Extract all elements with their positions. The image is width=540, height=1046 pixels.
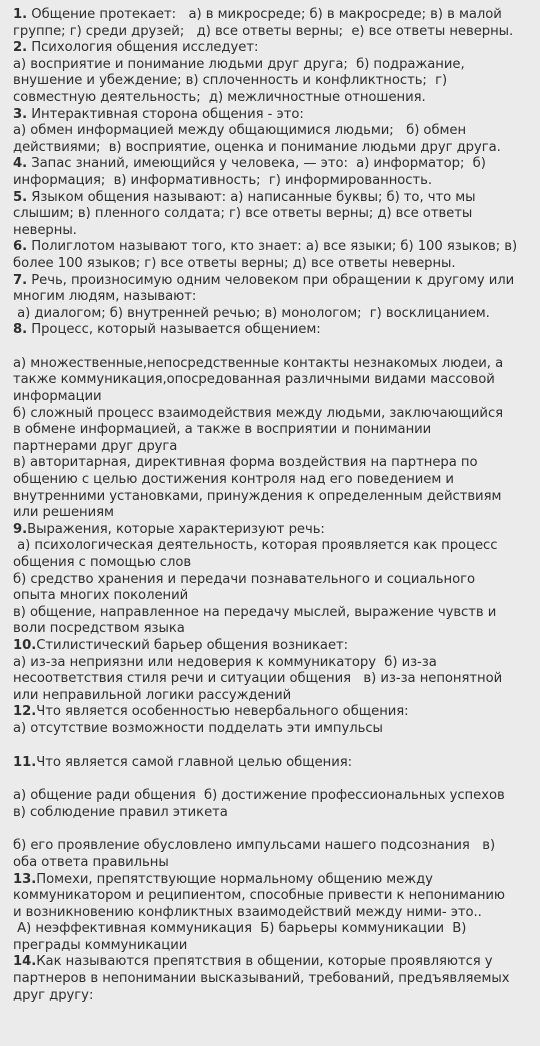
question-number: 11.: [13, 754, 37, 770]
spacer: [13, 339, 535, 356]
answer-line: б) его проявление обусловлено импульсами нашего подсознания в): [13, 838, 496, 854]
answer-line: а) диалогом; б) внутренней речью; в) монологом; г) восклицанием.: [13, 305, 490, 321]
question-11: [13, 755, 535, 872]
answer-line: или решениям: [13, 505, 114, 521]
question-text: многим людям, называют:: [13, 289, 197, 305]
question-text: Речь, произносимую одним человеком при обращении к другому или: [27, 272, 515, 288]
question-text: Помехи, препятствующие нормальному общению между: [36, 871, 433, 887]
answer-line: в) авторитарная, директивная форма воздействия на партнера по: [13, 455, 478, 471]
question-text: Процесс, который называется общением:: [27, 322, 321, 338]
question-text: Стилистический барьер общения возникает:: [36, 637, 349, 653]
answer-line: а) отсутствие возможности подделать эти импульсы: [13, 720, 383, 736]
answer-line: а) множественные,непосредственные контакты незнакомых людеи, а: [13, 355, 504, 371]
question-14: [13, 954, 535, 1004]
question-1: [13, 7, 535, 40]
question-text: Что является самой главной целью общения:: [36, 754, 353, 770]
answer-line: А) неэффективная коммуникация Б) барьеры коммуникации В): [13, 921, 467, 937]
question-12: [13, 704, 535, 737]
question-text: Интерактивная сторона общения - это:: [27, 106, 304, 122]
question-8: [13, 322, 535, 522]
answer-line: в) общение, направленное на передачу мыслей, выражение чувств и: [13, 604, 497, 620]
answer-line: а) общение ради общения б) достижение профессиональных успехов: [13, 788, 505, 804]
question-number: 5.: [13, 189, 28, 205]
question-text: Общение протекает: а) в микросреде; б) в макросреде; в) в малой: [27, 7, 502, 22]
question-9: [13, 522, 535, 638]
question-number: 4.: [13, 156, 28, 172]
answer-line: в обмене информацией, а также в восприятии и понимании: [13, 422, 432, 438]
question-number: 2.: [13, 40, 28, 56]
question-number: 7.: [13, 272, 28, 288]
question-text: Выражения, которые характеризуют речь:: [27, 521, 325, 537]
answer-line: неверны.: [13, 222, 77, 238]
answer-line: опыта многих поколений: [13, 588, 189, 604]
question-text: коммуникатором и реципиентом, способные привести к непониманию: [13, 888, 505, 904]
answer-line: внутренними установками, принуждения к определенным действиям: [13, 488, 502, 504]
question-text: друг другу:: [13, 987, 94, 1003]
question-text: партнеров в непонимании высказываний, требований, предъявляемых: [13, 971, 510, 987]
answer-line: преграды коммуникации: [13, 937, 188, 953]
question-number: 3.: [13, 106, 28, 122]
answer-line: а) восприятие и понимание людьми друг друга; б) подражание,: [13, 56, 465, 72]
answer-line: несоответствия стиля речи и ситуации общения в) из-за непонятной: [13, 671, 503, 687]
answer-line: б) средство хранения и передачи познавательного и социального: [13, 571, 476, 587]
answer-line: оба ответа правильны: [13, 854, 169, 870]
answer-line: партнерами друг друга: [13, 438, 178, 454]
question-text: Языком общения называют: а) написанные буквы; б) то, что мы: [27, 189, 476, 205]
answer-line: общения с помощью слов: [13, 555, 192, 570]
question-5: [13, 190, 535, 240]
question-text: Как называются препятствия в общении, которые проявляются у: [36, 954, 493, 970]
question-text: Психология общения исследует:: [27, 40, 259, 56]
spacer: [13, 821, 535, 838]
question-number: 10.: [13, 637, 37, 653]
answer-line: группе; г) среди друзей; д) все ответы верны; е) все ответы неверны.: [13, 23, 514, 39]
question-number: 8.: [13, 322, 28, 338]
answer-line: совместную деятельность; д) межличностные отношения.: [13, 89, 426, 105]
question-number: 9.: [13, 521, 28, 537]
answer-line: а) обмен информацией между общающимися людьми; б) обмен: [13, 123, 467, 139]
question-2: [13, 40, 535, 106]
question-number: 12.: [13, 704, 37, 720]
question-number: 13.: [13, 871, 37, 887]
answer-line: или неправильной логики рассуждений: [13, 687, 292, 703]
answer-line: общению с целью достижения контроля над его поведением и: [13, 472, 454, 488]
answer-line: более 100 языков; г) все ответы верны; д) все ответы неверны.: [13, 255, 456, 271]
answer-line: слышим; в) пленного солдата; г) все ответы верны; д) все ответы: [13, 206, 473, 222]
answer-line: б) сложный процесс взаимодействия между людьми, заключающийся: [13, 405, 504, 421]
answer-line: действиями; в) восприятие, оценка и понимание людьми друг друга.: [13, 139, 501, 155]
question-6: [13, 239, 535, 272]
question-text: Запас знаний, имеющийся у человека, — это: а) информатор; б): [27, 156, 486, 172]
question-text: и возникновению конфликтных взаимодействий между ними- это..: [13, 904, 482, 920]
question-3: [13, 107, 535, 157]
question-number: 14.: [13, 954, 37, 970]
answer-line: а) психологическая деятельность, которая проявляется как процесс: [13, 538, 498, 554]
answer-line: а) из-за неприязни или недоверия к коммуникатору б) из-за: [13, 654, 437, 670]
answer-line: также коммуникация,опосредованная различными видами массовой: [13, 372, 495, 388]
answer-line: информация; в) информативность; г) информированность.: [13, 172, 432, 188]
question-number: 6.: [13, 239, 28, 255]
question-7: [13, 273, 535, 323]
quiz-document: [13, 7, 535, 1004]
question-text: Что является особенностью невербального общения:: [36, 704, 409, 720]
answer-line: внушение и убеждение; в) сплоченность и конфликтность; г): [13, 73, 448, 89]
question-number: 1.: [13, 7, 28, 22]
question-4: [13, 156, 535, 189]
answer-line: воли посредством языка: [13, 621, 185, 637]
answer-line: в) соблюдение правил этикета: [13, 804, 228, 820]
question-text: Полиглотом называют того, кто знает: а) все языки; б) 100 языков; в): [27, 239, 518, 255]
spacer: [13, 738, 535, 755]
spacer: [13, 771, 535, 788]
question-10: [13, 638, 535, 704]
answer-line: информации: [13, 389, 102, 405]
question-13: [13, 872, 535, 955]
